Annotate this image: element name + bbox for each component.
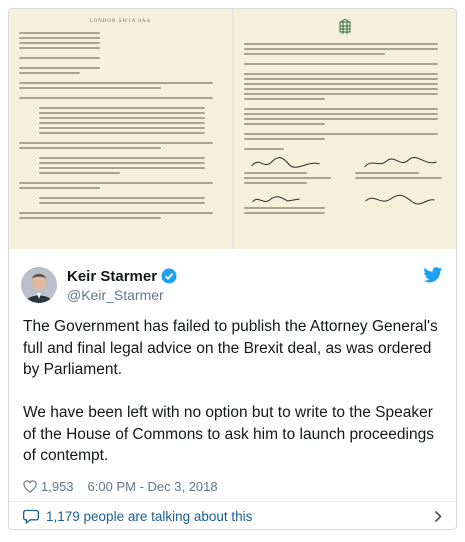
chevron-right-icon[interactable]	[434, 510, 442, 523]
letter-header: LONDON SW1A 0AA	[89, 19, 152, 24]
verified-badge-icon	[161, 268, 177, 284]
author-handle[interactable]: @Keir_Starmer	[67, 286, 164, 303]
signature-2	[355, 156, 446, 170]
author-name[interactable]: Keir Starmer	[67, 267, 158, 285]
letter-page-right[interactable]	[234, 9, 457, 249]
tweet-meta	[23, 477, 218, 495]
speech-bubble-icon	[23, 509, 39, 524]
tweet-media[interactable]	[9, 9, 456, 249]
twitter-bird-icon[interactable]	[423, 267, 443, 283]
avatar[interactable]	[21, 267, 57, 303]
tweet-text: The Government has failed to publish the Attorney General's full and final legal advice on the Brexit deal, as was ordered by Parliament. We have been left with no option but to write to the Speaker of the House of Commons to ask him to launch proceedings of contempt.	[23, 318, 438, 464]
embedded-tweet-card[interactable]	[8, 8, 457, 530]
tweet-author[interactable]	[21, 261, 445, 309]
tweet-timestamp[interactable]: 6:00 PM - Dec 3, 2018	[87, 478, 218, 494]
signature-3	[244, 193, 335, 207]
signature-1	[244, 156, 335, 170]
portcullis-crest-icon	[338, 19, 352, 35]
conversation-link[interactable]	[9, 502, 456, 530]
like-count[interactable]: 1,953	[41, 478, 74, 494]
conversation-label[interactable]: 1,179 people are talking about this	[46, 509, 253, 524]
signature-4	[355, 193, 446, 207]
letter-page-left[interactable]	[9, 9, 232, 249]
heart-icon[interactable]	[23, 480, 37, 493]
